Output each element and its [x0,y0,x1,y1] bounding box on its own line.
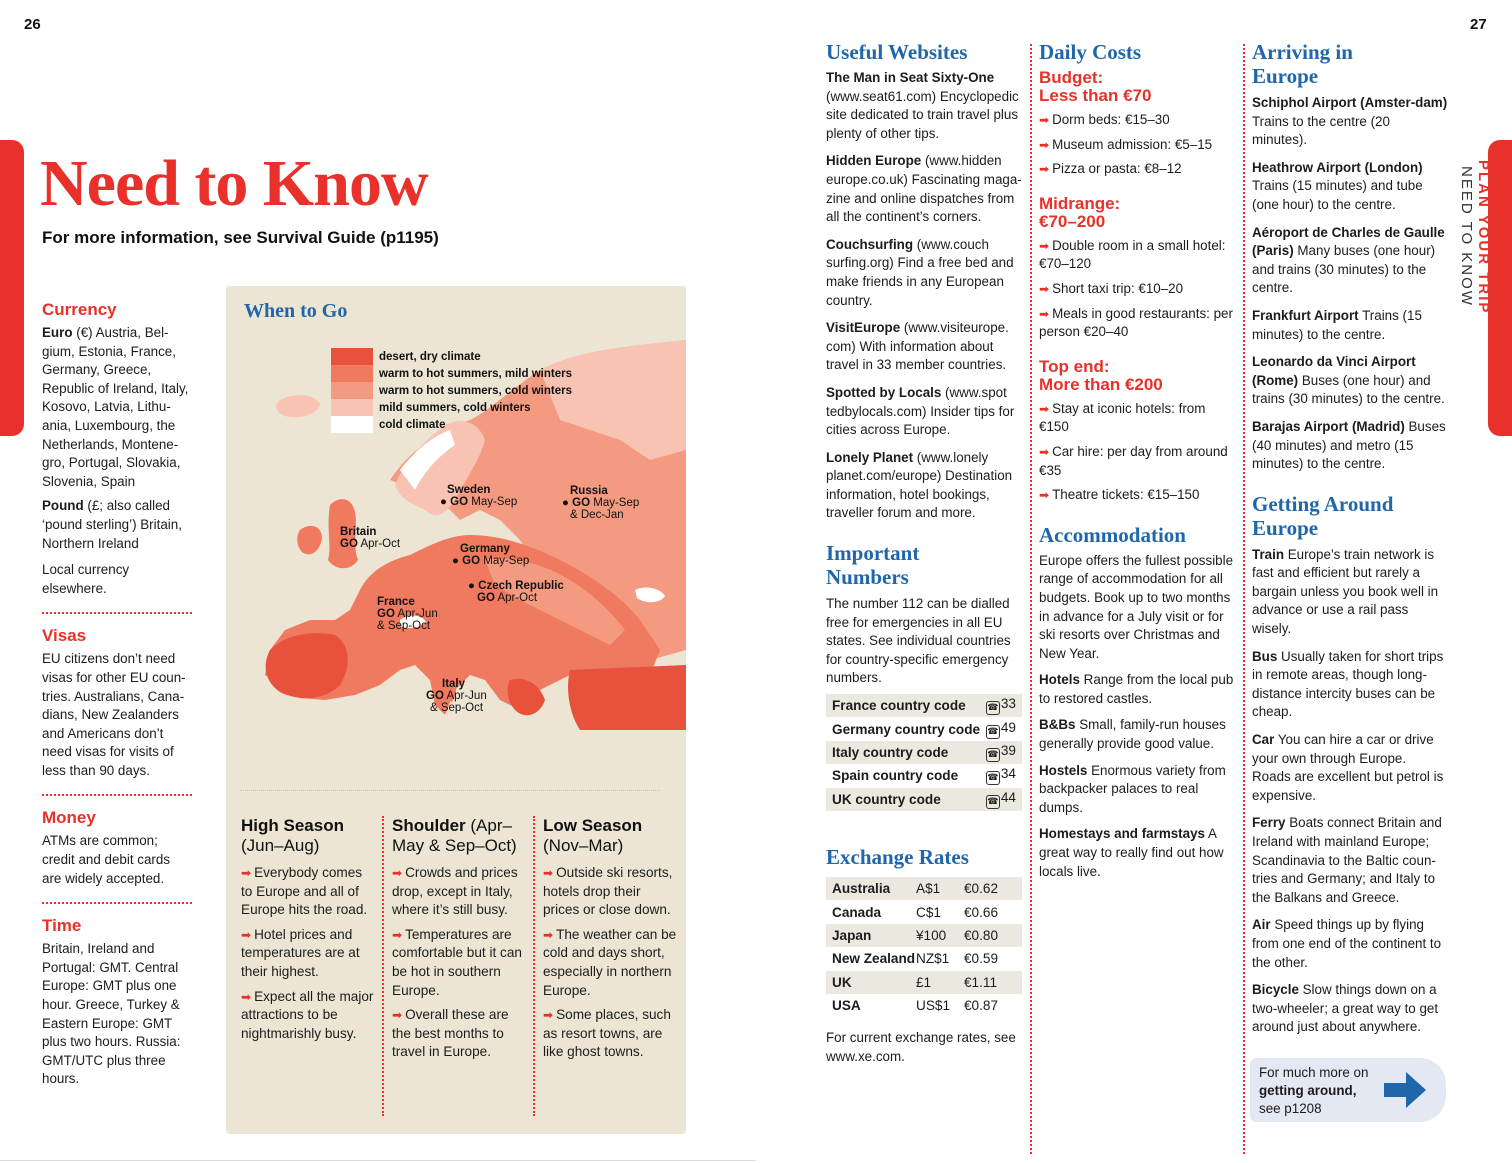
cost-item-text: Theatre tickets: €15–150 [1052,487,1200,503]
website-text: (www.spot tedbylocals.com) Insider tips for cities across Europe. [826,384,1015,438]
tier-amount: Less than €70 [1039,86,1152,105]
transport-text: Europe’s train network is fast and efficient but rarely a bargain unless you book well in advance or use a rail pass wisely. [1252,546,1439,637]
map-label-germany: Germany ● GO May-Sep [452,543,530,567]
season-point [543,1006,679,1062]
season-point [543,926,679,1000]
rate-country: USA [832,998,861,1014]
place-time-2: & Sep-Oct [377,620,431,632]
season-name: Low Season [543,816,643,835]
code-value: 49 [1000,719,1016,735]
cost-item [1039,486,1237,505]
country-codes-table [826,694,1022,811]
arrow-icon: ➡ [1039,401,1050,416]
legend-label-1: desert, dry climate [379,350,481,363]
transport-name: Bicycle [1252,982,1299,998]
airport-name: Heathrow Airport (London) [1252,159,1423,175]
currency-pound [42,497,192,553]
arrow-icon: ➡ [1039,113,1050,127]
place-name: Sweden [447,484,491,496]
important-numbers-intro: The number 112 can be dialled free for emergencies in all EU states. See individual countries for country-specific emergency numbers. [826,596,1011,686]
map-label-france [377,596,438,632]
season-range: (Jun–Aug) [241,836,320,855]
season-point-text: Crowds and prices drop, except in Italy, where it’s still busy. [392,865,518,918]
code-value: 44 [1000,789,1016,805]
cost-item [1039,280,1237,299]
column-divider [1243,44,1245,1154]
map-legend [331,348,373,433]
arrow-icon: ➡ [392,866,403,880]
table-row [826,877,1022,900]
code-value: 39 [1000,743,1016,758]
accommodation-name: Hostels [1039,762,1088,778]
airport-text: Trains (15 minutes) and tube (one hour) to the centre. [1252,178,1423,212]
season-point [392,864,528,920]
accommodation-item [1039,762,1237,818]
left-info-column [42,300,192,1089]
table-row [826,900,1022,923]
euro-term: Euro [42,325,73,340]
code-label: France country code [832,698,966,714]
cost-item-text: Pizza or pasta: €8–12 [1052,161,1182,177]
airport-text: Trains (15 minutes) to the centre. [1252,307,1422,342]
accommodation-item [1039,716,1237,753]
go-word: GO [462,555,481,567]
more-pre: For much more on [1259,1065,1369,1080]
season-name: Shoulder [392,816,466,835]
website-item [826,236,1022,310]
season-point-text: Temperatures are comfortable but it can be hot in southern Europe. [392,926,522,998]
visas-heading: Visas [42,626,87,646]
place-time-2: & Dec-Jan [570,509,624,521]
accommodation-name: Hotels [1039,672,1080,688]
go-word: GO [377,608,395,620]
season-point [392,926,528,1000]
table-row [826,994,1022,1017]
money-heading: Money [42,808,96,828]
airport-text: Many buses (one hour) and trains (30 minutes) to the centre. [1252,243,1436,296]
airport-name: Frankfurt Airport [1252,307,1359,323]
season-point-text: Hotel prices and temperatures are at their highest. [241,926,360,979]
transport-text: You can hire a car or drive your own through Europe. Roads are excellent but petrol is expensive. [1252,732,1444,803]
time-text: Britain, Ireland and Portugal: GMT. Central Europe: GMT plus one hour. Greece, Turkey & Eastern Europe: GMT plus two hours. Russia: GMT/UTC plus three hours. [42,941,181,1087]
airport-text: Trains to the centre (20 minutes). [1252,113,1390,148]
place-name: Russia [570,485,608,497]
season-point-text: Overall these are the best months to travel in Europe. [392,1007,509,1060]
airport-name: Barajas Airport (Madrid) [1252,418,1405,434]
column-websites-numbers [826,40,1022,1067]
rate-country: UK [832,974,852,990]
website-item [826,152,1022,226]
side-label-section: PLAN YOUR TRIP [1475,160,1492,315]
season-range: (Apr–May & Sep–Oct) [392,816,517,855]
website-text: (www.lonely planet.com/europe) Destination information, hotel bookings, traveller forum and more. [826,449,1013,521]
table-row [826,924,1022,947]
code-label: UK country code [832,791,941,807]
transport-text: Boats connect Britain and Ireland with mainland Europe; Scandinavia to the Baltic coun-tries and Germany; and Italy to the Balkans and Greece. [1252,815,1442,905]
transport-item [1252,648,1448,722]
rate-value: €0.80 [964,927,999,943]
airport-name: Aéroport de Charles de Gaulle (Paris) [1252,224,1445,259]
website-text: (www.seat61.com) Encyclopedic site dedicated to train travel plus plenty of other tips. [826,88,1019,141]
season-point-text: Outside ski resorts, hotels drop their prices or close down. [543,865,673,918]
divider [42,902,192,904]
arrow-icon: ➡ [1039,444,1050,459]
airport-text: Buses (40 minutes) and metro (15 minutes) to the centre. [1252,418,1446,472]
arrow-icon: ➡ [241,989,252,1004]
tier-label: Budget: [1039,68,1104,87]
legend-label-2: warm to hot summers, mild winters [379,367,572,380]
place-time: Apr-Oct [360,538,401,550]
tier-amount: More than €200 [1039,374,1163,394]
legend-label-5: cold climate [379,418,446,431]
table-row [826,971,1022,994]
page-subtitle: For more information, see Survival Guide (p1195) [42,228,439,247]
transport-name: Ferry [1252,815,1286,831]
website-name: Lonely Planet [826,449,914,465]
cost-tier-budget [1039,69,1237,179]
season-range: (Nov–Mar) [543,836,624,855]
place-time: Apr-Jun [446,690,487,702]
place-name: France [377,596,415,608]
phone-icon: ☎ [986,725,1000,739]
legend-swatch-cold [331,416,373,433]
table-row [826,717,1022,740]
daily-costs-heading: Daily Costs [1039,40,1142,64]
cost-item-text: Car hire: per day from around €35 [1039,443,1228,478]
season-point [543,864,679,920]
accommodation-name: Homestays and farmstays [1039,826,1205,842]
cost-item [1039,111,1237,130]
transport-item [1252,546,1448,639]
pound-term: Pound [42,498,84,514]
arrow-icon: ➡ [543,927,554,942]
place-time: May-Sep [593,497,640,509]
code-value: 34 [1000,766,1016,782]
arrow-icon: ➡ [392,1008,403,1023]
arrow-icon: ➡ [543,866,554,880]
rate-unit: C$1 [916,904,941,920]
rate-unit: ¥100 [916,927,947,943]
cost-item [1039,305,1237,342]
season-point [241,926,375,982]
map-label-italy [426,678,487,714]
phone-icon: ☎ [986,701,1000,715]
season-point [241,988,375,1044]
go-word: GO [426,690,444,702]
side-label [1458,160,1492,430]
tier-label: Top end: [1039,356,1110,376]
season-point-text: Expect all the major attractions to be nightmarishly busy. [241,988,374,1041]
transport-text: Speed things up by flying from one end of the continent to the other. [1252,917,1442,970]
cost-item-text: Double room in a small hotel: €70–120 [1039,237,1226,272]
legend-labels [373,348,572,433]
when-to-go-heading: When to Go [244,300,348,322]
season-high [241,816,375,1043]
euro-text: (€) Austria, Bel-gium, Estonia, France, Germany, Greece, Republic of Ireland, Italy, Kosovo, Latvia, Lithu-ania, Luxembourg, the Netherlands, Montene-gro, Portugal, Slovakia, Slovenia, Spain [42,325,189,489]
rate-unit: A$1 [916,881,941,897]
website-name: Hidden Europe [826,153,922,169]
season-point [392,1006,528,1062]
transport-item [1252,731,1448,805]
visas-text: EU citizens don’t need visas for other EU coun-tries. Australians, Cana-dians, New Zealanders and Americans don’t need visas for visits of less than 90 days. [42,651,186,778]
airport-name: Leonardo da Vinci Airport (Rome) [1252,354,1416,388]
exchange-note: For current exchange rates, see www.xe.com. [826,1030,1016,1064]
accommodation-item [1039,671,1237,708]
airport-text: Buses (one hour) and trains (30 minutes) to the centre. [1252,372,1445,407]
transport-item [1252,814,1448,907]
accommodation-text: Range from the local pub to restored castles. [1039,672,1234,706]
website-text: (www.hidden europe.co.uk) Fascinating maga-zine and online dispatches from all the continent’s corners. [826,153,1022,225]
rate-unit: £1 [916,974,932,990]
website-name: The Man in Seat Sixty-One [826,70,995,85]
page-number-left: 26 [24,16,41,33]
go-word: GO [572,497,591,509]
accommodation-text: Enormous variety from backpacker palaces to real dumps. [1039,762,1226,815]
table-row [826,764,1022,787]
exchange-rates-heading: Exchange Rates [826,844,969,869]
legend-swatch-mild-cold [331,399,373,416]
cost-item-text: Meals in good restaurants: per person €20–40 [1039,305,1233,340]
getting-around-heading: Getting Around Europe [1252,491,1394,540]
place-name: Czech Republic [478,580,564,592]
cost-item-text: Stay at iconic hotels: from €150 [1039,400,1206,435]
page-number-right: 27 [1470,16,1487,33]
arrival-item [1252,418,1448,474]
accommodation-text: Small, family-run houses generally provide good value. [1039,717,1226,752]
more-post: see p1208 [1259,1101,1322,1116]
ireland [297,526,322,554]
divider [42,794,192,796]
currency-heading: Currency [42,300,117,319]
more-info-box[interactable] [1250,1058,1446,1122]
arrow-icon: ➡ [1039,488,1050,503]
transport-item [1252,916,1448,972]
season-shoulder [392,816,528,1062]
website-item [826,69,1022,143]
transport-name: Bus [1252,648,1278,664]
cost-item-text: Museum admission: €5–15 [1052,136,1213,152]
pound-text: (£; also called ‘pound sterling’) Britain, Northern Ireland [42,498,182,551]
arrow-icon: ➡ [241,927,252,942]
rate-unit: NZ$1 [916,951,950,967]
season-divider [382,816,384,1116]
map-label-russia: Russia ● GO May-Sep & Dec-Jan [562,485,640,521]
season-point-text: The weather can be cold and days short, especially in northern Europe. [543,926,677,998]
season-point-text: Some places, such as resort towns, are like ghost towns. [543,1007,671,1060]
arrow-right-icon [1382,1070,1428,1110]
cost-item-text: Dorm beds: €15–30 [1052,112,1170,127]
cost-item [1039,400,1237,437]
rate-value: €0.66 [964,904,999,920]
website-item [826,384,1022,440]
legend-label-4: mild summers, cold winters [379,401,531,414]
website-text: (www.visiteurope. com) With information about travel in 33 member countries. [826,320,1009,373]
arrow-icon: ➡ [543,1008,554,1023]
accommodation-text: A great way to really find out how locals live. [1039,826,1224,879]
go-word: GO [477,592,495,604]
currency-local: Local currency elsewhere. [42,562,130,596]
cost-item [1039,443,1237,480]
website-name: VisitEurope [826,320,901,336]
website-item [826,449,1022,523]
transport-name: Air [1252,917,1271,933]
more-info-text [1259,1064,1379,1118]
code-label: Italy country code [832,745,949,760]
column-divider [1030,44,1032,1154]
season-divider [533,816,535,1116]
important-numbers-heading: Important Numbers [826,541,920,590]
legend-swatch-warm-mild [331,365,373,382]
exchange-rates-table [826,877,1022,1017]
website-item [826,319,1022,375]
rate-country: Australia [832,881,891,897]
tier-amount: €70–200 [1039,211,1106,231]
arriving-heading: Arriving in Europe [1252,40,1353,88]
left-edge-tab [0,140,24,436]
seasons-divider [240,790,660,791]
website-text: (www.couch surfing.org) Find a free bed and make friends in any European country. [826,236,1014,308]
page-title: Need to Know [40,147,428,220]
table-row [826,694,1022,717]
useful-websites-heading: Useful Websites [826,40,968,64]
season-low [543,816,679,1062]
arrival-item [1252,94,1448,150]
arrow-icon: ➡ [1039,137,1050,152]
transport-text: Slow things down on a two-wheeler; a great way to get around just about anywhere. [1252,982,1439,1035]
place-time: Apr-Oct [497,592,538,604]
iceland [276,395,320,417]
code-value: 33 [1000,696,1016,712]
rate-value: €0.59 [964,951,999,967]
divider [42,612,192,614]
go-word: GO [450,496,469,508]
place-time: May-Sep [483,555,530,567]
transport-name: Car [1252,732,1275,748]
cost-item [1039,160,1237,179]
code-label: Spain country code [832,768,959,784]
arrival-item [1252,353,1448,409]
airport-name: Schiphol Airport (Amster-dam) [1252,95,1448,110]
currency-euro [42,324,192,491]
time-heading: Time [42,916,82,936]
place-time-2: & Sep-Oct [430,702,484,714]
side-label-topic: NEED TO KNOW [1458,166,1475,307]
arrow-icon: ➡ [241,866,252,880]
place-name: Italy [442,678,466,690]
map-label-czech: ● Czech Republic GO Apr-Oct [468,580,564,604]
rate-country: Japan [832,927,872,943]
season-name: High Season [241,816,344,835]
cost-item-text: Short taxi trip: €10–20 [1052,280,1184,296]
phone-icon: ☎ [986,748,1000,762]
accommodation-intro: Europe offers the fullest possible range of accommodation for all budgets. Book up to two months in advance for a July visit or for ski resorts over Christmas and New Year. [1039,552,1234,661]
table-row [826,947,1022,970]
rate-value: €0.62 [964,881,999,897]
arrow-icon: ➡ [392,927,403,942]
legend-swatch-desert [331,348,373,365]
legend-swatch-warm-cold [331,382,373,399]
arrow-icon: ➡ [1039,281,1050,296]
rate-country: Canada [832,904,882,920]
tier-label: Midrange: [1039,193,1121,213]
page-bottom-rule [0,1160,756,1161]
arrow-icon: ➡ [1039,306,1050,321]
table-row [826,788,1022,811]
money-text: ATMs are common; credit and debit cards are widely accepted. [42,833,171,886]
rate-value: €0.87 [964,998,999,1014]
website-name: Couchsurfing [826,236,914,252]
website-name: Spotted by Locals [826,384,942,400]
arrival-item [1252,224,1448,298]
accommodation-item [1039,825,1237,881]
cost-item [1039,136,1237,155]
arrival-item [1252,159,1448,215]
transport-item [1252,981,1448,1037]
cost-item [1039,237,1237,274]
season-point-text: Everybody comes to Europe and all of Europe hits the road. [241,865,368,918]
column-arriving-getting-around [1252,40,1448,1037]
rate-value: €1.11 [964,974,998,990]
table-row [826,741,1022,764]
place-name: Britain [340,526,377,538]
cost-tier-top-end [1039,358,1237,505]
rate-unit: US$1 [916,998,951,1014]
arrow-icon: ➡ [1039,162,1050,177]
code-label: Germany country code [832,721,981,737]
place-time: Apr-Jun [397,608,438,620]
arrow-icon: ➡ [1039,238,1050,253]
place-time: May-Sep [471,496,518,508]
map-label-britain [340,526,400,550]
transport-name: Train [1252,546,1284,562]
place-name: Germany [460,543,510,555]
accommodation-heading: Accommodation [1039,522,1186,547]
legend-label-3: warm to hot summers, cold winters [379,384,572,397]
more-bold: getting around, [1259,1083,1357,1098]
go-word: GO [340,538,358,550]
map-label-sweden: Sweden ● GO May-Sep [440,484,518,508]
phone-icon: ☎ [986,795,1000,809]
rate-country: New Zealand [832,951,916,967]
phone-icon: ☎ [986,771,1000,785]
season-point [241,864,375,920]
column-costs-accommodation [1039,40,1237,881]
cost-tier-midrange [1039,195,1237,342]
turkey-region [568,665,686,730]
accommodation-name: B&Bs [1039,717,1076,733]
arrival-item [1252,307,1448,344]
transport-text: Usually taken for short trips in remote areas, though long-distance intercity buses can be cheap. [1252,648,1444,720]
